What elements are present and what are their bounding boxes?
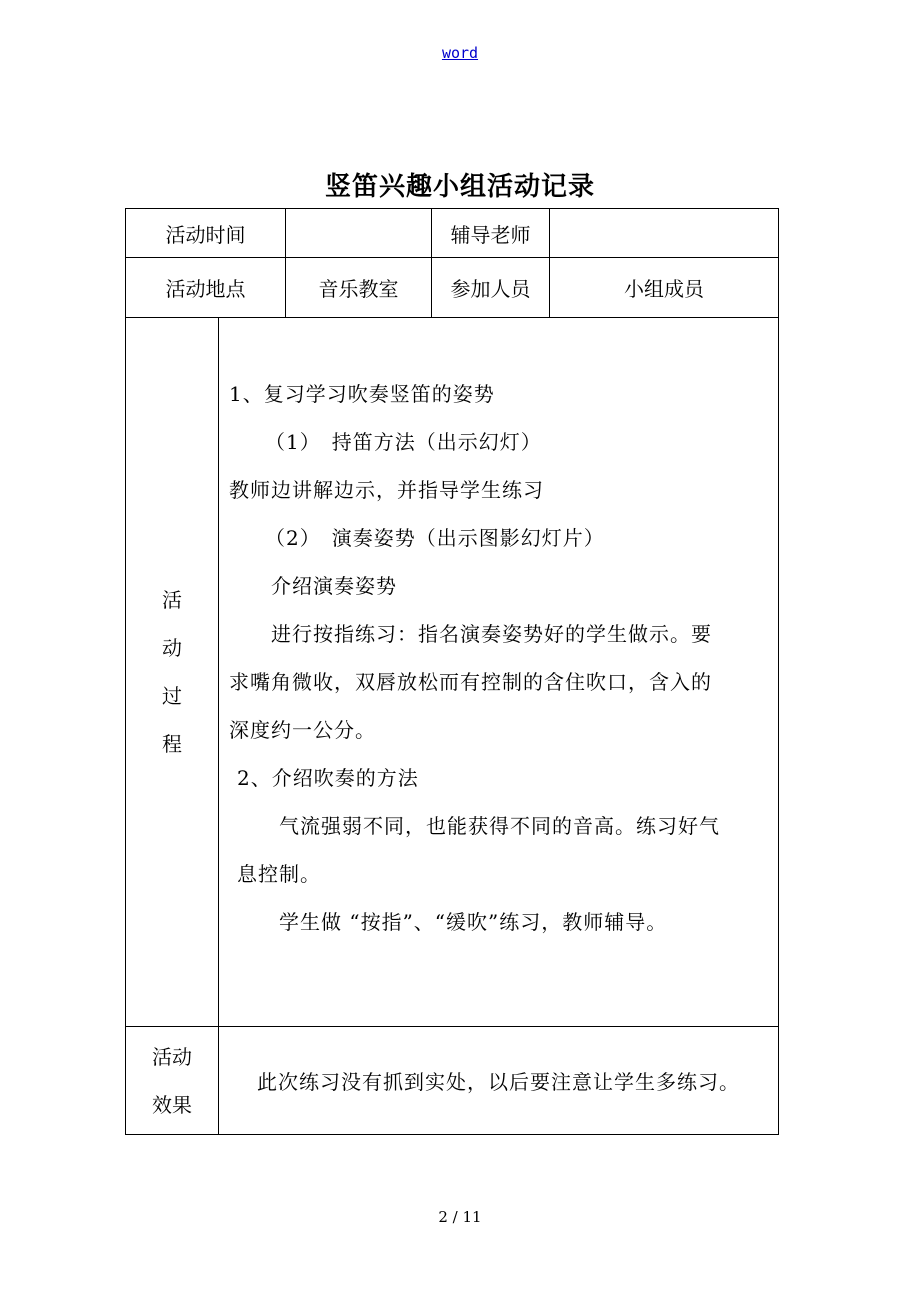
members-label: 参加人员 bbox=[450, 277, 531, 301]
activity-place-label: 活动地点 bbox=[165, 277, 246, 301]
activity-time-value bbox=[286, 209, 431, 257]
teacher-value bbox=[550, 209, 778, 257]
process-line: 2、介绍吹奏的方法 bbox=[237, 766, 419, 790]
activity-record-table bbox=[125, 208, 779, 1135]
process-line: 进行按指练习：指名演奏姿势好的学生做示。要 bbox=[271, 622, 712, 646]
process-label bbox=[126, 576, 218, 768]
process-line: 深度约一公分。 bbox=[229, 718, 376, 742]
process-label-char: 动 bbox=[162, 636, 182, 660]
process-label-char: 活 bbox=[162, 588, 182, 612]
page-number: 2 / 11 bbox=[438, 1208, 482, 1226]
process-line: （2） 演奏姿势（出示图影幻灯片） bbox=[265, 526, 605, 550]
process-line: 气流强弱不同，也能获得不同的音高。练习好气 bbox=[279, 814, 720, 838]
process-line: （1） 持笛方法（出示幻灯） bbox=[265, 430, 542, 454]
process-line: 学生做 “按指”、“缓吹”练习，教师辅导。 bbox=[279, 910, 668, 934]
process-line: 求嘴角微收，双唇放松而有控制的含住吹口，含入的 bbox=[229, 670, 712, 694]
table-border-bottom bbox=[125, 1134, 779, 1135]
effect-text: 此次练习没有抓到实处，以后要注意让学生多练习。 bbox=[257, 1070, 740, 1094]
table-col-rule-label bbox=[218, 317, 219, 1135]
effect-label bbox=[126, 1033, 218, 1129]
activity-place-value: 音乐教室 bbox=[318, 277, 399, 301]
process-line: 息控制。 bbox=[237, 862, 321, 886]
table-border-right bbox=[778, 208, 779, 1135]
process-line: 1、复习学习吹奏竖笛的姿势 bbox=[229, 382, 495, 406]
table-rule-row2 bbox=[125, 317, 779, 318]
teacher-label: 辅导老师 bbox=[450, 222, 531, 247]
members-value: 小组成员 bbox=[624, 277, 704, 301]
activity-time-label: 活动时间 bbox=[165, 222, 246, 247]
document-title: 竖笛兴趣小组活动记录 bbox=[324, 172, 595, 202]
process-line: 教师边讲解边示，并指导学生练习 bbox=[229, 478, 544, 502]
header-word-link[interactable]: word bbox=[441, 44, 479, 62]
effect-label-line: 效果 bbox=[152, 1093, 192, 1117]
process-label-char: 程 bbox=[162, 732, 182, 756]
effect-label-line: 活动 bbox=[152, 1045, 192, 1069]
process-line: 介绍演奏姿势 bbox=[271, 574, 397, 598]
process-label-char: 过 bbox=[162, 684, 182, 708]
